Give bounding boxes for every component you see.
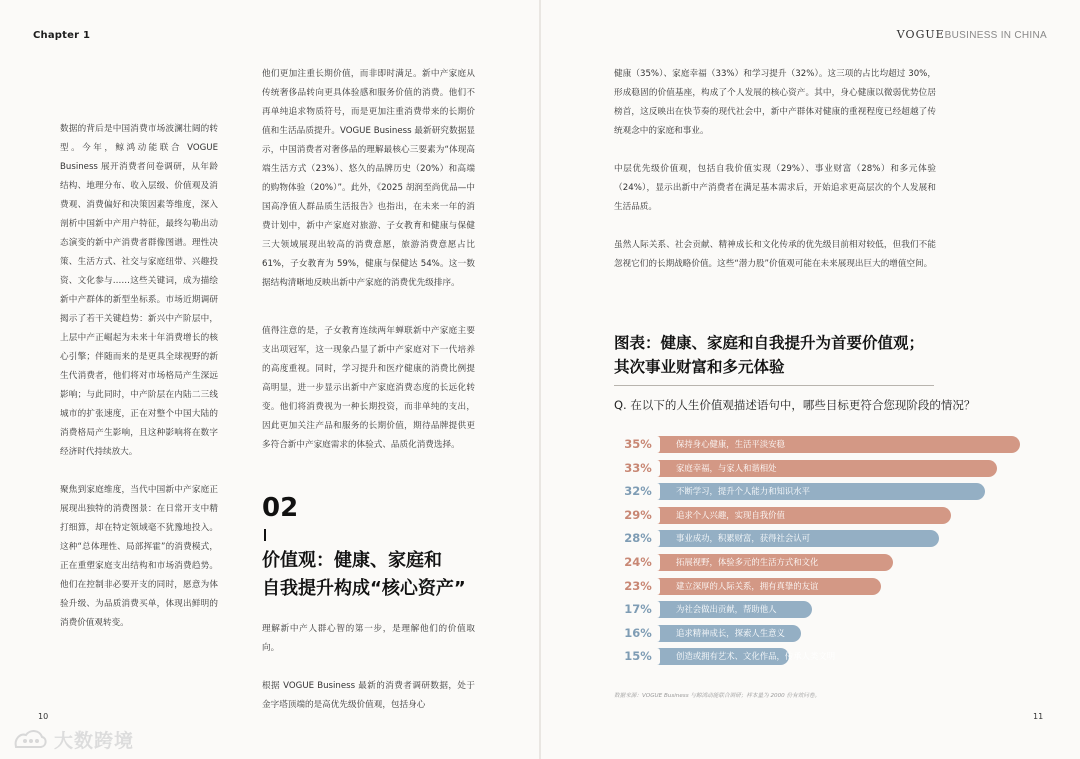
chart-bar — [616, 625, 801, 642]
bar-category-label: 不断学习，提升个人能力和知识水平 — [676, 486, 810, 497]
bar-category-label: 事业成功，积累财富，获得社会认可 — [676, 533, 810, 544]
paragraph: 数据的背后是中国消费市场波澜壮阔的转型。今年，鲸鸿动能联合 VOGUE Business 展开消费者问卷调研，从年龄结构、地理分布、收入层级、价值观及消费观、消费偏好和决策因素等维度，深入剖析中国新中产用户特征，最终勾勒出动态演变的新中产消费者群像图谱。理性决策、生活方式、社交与家庭纽带、兴趣投资、文化参与……这些关键词，成为描绘新中产群体的新型坐标系。市场近期调研揭示了若干关键趋势：新兴中产阶层中，上层中产正崛起为未来十年消费增长的核心引擎；伴随而来的是更具全球视野的新生代消费者，他们将对市场格局产生深远影响；与此同时，中产阶层在内陆二三线城市的扩张速度，正在对整个中国大陆的消费格局产生影响，且这种影响将在数字经济时代持续放大。 — [60, 124, 218, 457]
bar-value-label: 35% — [616, 436, 660, 453]
section-title — [262, 547, 502, 603]
middle-column-text-2 — [262, 322, 475, 474]
chart-bar — [616, 578, 881, 595]
bar-category-label: 建立深厚的人际关系，拥有真挚的友谊 — [676, 580, 819, 591]
bar-category-label: 家庭幸福，与家人和谐相处 — [676, 462, 777, 473]
bar-value-label: 23% — [616, 578, 660, 595]
figure-rule — [614, 385, 934, 386]
chart-bar — [616, 507, 951, 524]
section-title-line: 价值观：健康、家庭和 — [262, 550, 442, 571]
paragraph: 中层优先级价值观，包括自我价值实现（29%）、事业财富（28%）和多元体验（24%），显示出新中产消费者在满足基本需求后，开始追求更高层次的个人发展和生活品质。 — [614, 164, 936, 212]
section-number: 02 — [262, 493, 299, 523]
watermark-text: 大数跨境 — [54, 730, 135, 752]
chart-bar — [616, 648, 836, 665]
bar-category-label: 创造或拥有艺术、文化作品，传承人类文明 — [676, 651, 836, 662]
bar-category-label: 拓展视野，体验多元的生活方式和文化 — [676, 557, 819, 567]
bar-value-label: 29% — [616, 507, 660, 524]
paragraph: 健康（35%）、家庭幸福（33%）和学习提升（32%）。这三项的占比均超过 30%，形成稳固的价值基座，构成了个人发展的核心资产。其中，身心健康以微弱优势位居榜首，这反映出在快节奏的现代社会中，新中产群体对健康的重视程度已经超越了传统观念中的家庭和事业。 — [614, 69, 936, 136]
bar-category-label: 为社会做出贡献，帮助他人 — [676, 604, 777, 615]
chapter-label: Chapter 1 — [33, 30, 91, 41]
section-intro-text — [262, 620, 475, 734]
bar-value-label: 16% — [616, 625, 660, 642]
paragraph: 理解新中产人群心智的第一步，是理解他们的价值取向。 — [262, 624, 475, 653]
bar-category-label: 追求个人兴趣，实现自我价值 — [676, 509, 785, 520]
chart-bar — [616, 530, 939, 547]
figure-title-line: 图表：健康、家庭和自我提升为首要价值观； — [614, 334, 925, 352]
chart-bar — [616, 483, 985, 500]
masthead-vogue: VOGUE — [896, 28, 945, 41]
survey-question: Q. 在以下的人生价值观描述语句中，哪些目标更符合您现阶段的情况？ — [614, 398, 976, 412]
figure-title-line: 其次事业财富和多元体验 — [614, 358, 785, 376]
paragraph: 聚焦到家庭维度，当代中国新中产家庭正展现出独特的消费图景：在日常开支中精打细算，却在特定领域毫不犹豫地投入。这种“总体理性、局部挥霍”的消费模式，正在重塑家庭支出结构和市场消费趋势。他们在控制非必要开支的同时，愿意为体验升级、为品质消费买单，体现出鲜明的消费价值观转变。 — [60, 485, 218, 628]
masthead-logo — [897, 28, 1047, 41]
paragraph: 虽然人际关系、社会贡献、精神成长和文化传承的优先级目前相对较低，但我们不能忽视它们的长期战略价值。这些“潜力股”价值观可能在未来展现出巨大的增值空间。 — [614, 240, 936, 269]
bar-value-label: 32% — [616, 483, 660, 500]
section-title-line: 自我提升构成“核心资产” — [262, 578, 466, 599]
middle-column-text — [262, 65, 475, 312]
bar-value-label: 17% — [616, 601, 660, 618]
page-number-right: 11 — [1033, 712, 1044, 721]
bar-value-label: 33% — [616, 460, 660, 477]
bar-value-label: 24% — [616, 554, 660, 571]
paragraph: 根据 VOGUE Business 最新的消费者调研数据，处于金字塔顶端的是高优先级价值观，包括身心 — [262, 681, 475, 710]
figure-title — [614, 331, 944, 379]
bar-category-label: 保持身心健康，生活平淡安稳 — [676, 439, 785, 449]
left-page — [0, 0, 539, 759]
bar-category-label: 追求精神成长，探索人生意义 — [676, 627, 785, 638]
watermark-logo-icon — [12, 727, 48, 753]
chart-bar — [616, 601, 812, 618]
chart-bar — [616, 436, 1020, 453]
watermark — [12, 726, 134, 753]
page-number-left: 10 — [38, 712, 49, 721]
paragraph: 他们更加注重长期价值，而非即时满足。新中产家庭从传统奢侈品转向更具体验感和服务价值的消费。他们不再单纯追求物质符号，而是更加注重消费带来的长期价值和生活品质提升。VOGUE Business 最新研究数据显示，中国消费者对奢侈品的理解最核心三要素为“体现高端生活方式（23%）、悠久的品牌历史（20%）和高端的购物体验（20%）”。此外，《2025 胡润至尚优品—中国高净值人群品质生活报告》也指出，在未来一年的消费计划中，新中产家庭对旅游、子女教育和健康与保健三大领域展现出较高的消费意愿，旅游消费意愿占比 61%，子女教育为 59%，健康与保健达 54%。这一数据结构清晰地反映出新中产家庭的消费优先级排序。 — [262, 69, 475, 288]
bar-value-label: 15% — [616, 648, 660, 665]
paragraph: 值得注意的是，子女教育连续两年蝉联新中产家庭主要支出项冠军，这一现象凸显了新中产家庭对下一代培养的高度重视。同时，学习提升和医疗健康的消费比例提高明显，进一步显示出新中产家庭消费态度的长远化转变。他们将消费视为一种长期投资，而非单纯的支出，因此更加关注产品和服务的长期价值，期待品牌提供更多符合新中产家庭需求的体验式、品质化消费选择。 — [262, 326, 475, 450]
data-source-note: 数据来源：VOGUE Business 与鲸鸿动能联合调研；样本量为 2000 份有效问卷。 — [614, 693, 821, 699]
section-divider — [264, 529, 266, 541]
chart-bar — [616, 554, 893, 571]
masthead-business: BUSINESS IN CHINA — [944, 30, 1047, 41]
bar-value-label: 28% — [616, 530, 660, 547]
left-column-text — [60, 120, 218, 652]
right-column-text — [614, 65, 936, 293]
chart-bar — [616, 460, 997, 477]
